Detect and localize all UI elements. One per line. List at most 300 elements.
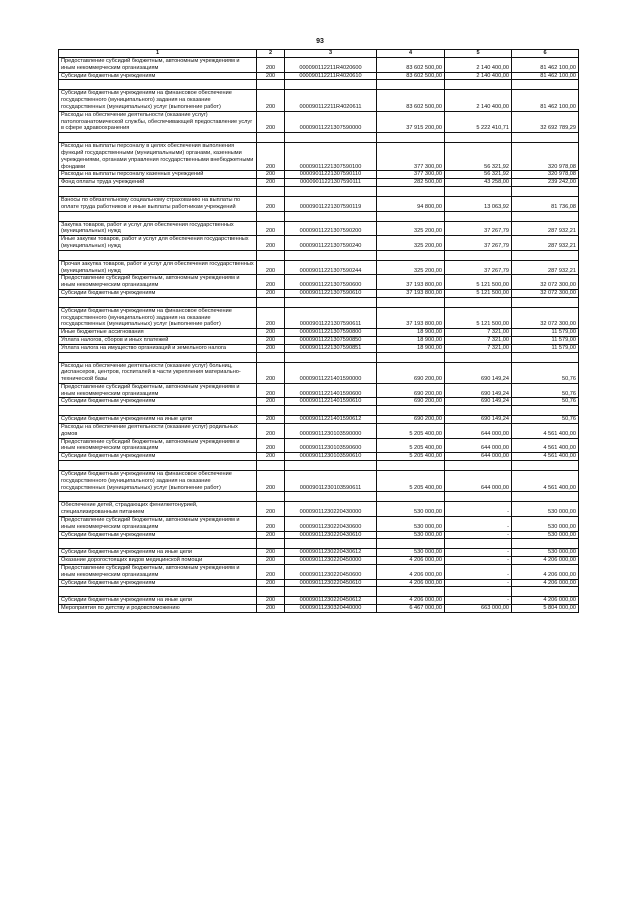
- spacer-cell: [445, 133, 512, 143]
- row-approved: 4 206 000,00: [377, 579, 445, 587]
- spacer-cell: [59, 186, 257, 196]
- spacer-cell: [377, 492, 445, 502]
- row-code: 200: [257, 502, 285, 517]
- row-name: Предоставление субсидий бюджетным, автономным учреждениям и иным некоммерческим организациям: [59, 275, 257, 290]
- row-code: 200: [257, 196, 285, 211]
- row-executed: 644 000,00: [445, 424, 512, 439]
- row-code: 200: [257, 416, 285, 424]
- row-approved: 5 205 400,00: [377, 438, 445, 453]
- row-approved: 37 915 200,00: [377, 111, 445, 132]
- row-approved: 530 000,00: [377, 517, 445, 532]
- row-approved: 377 300,00: [377, 143, 445, 171]
- row-csr: 00009011221307590800: [285, 329, 377, 337]
- table-row: [59, 565, 579, 580]
- row-name: Уплата налогов, сборов и иных платежей: [59, 336, 257, 344]
- row-approved: 5 205 400,00: [377, 424, 445, 439]
- row-approved: 690 200,00: [377, 362, 445, 383]
- row-approved: 690 200,00: [377, 383, 445, 398]
- spacer-cell: [377, 133, 445, 143]
- row-executed: 7 321,00: [445, 344, 512, 352]
- table-spacer-row: [59, 80, 579, 90]
- row-executed: 5 121 500,00: [445, 289, 512, 297]
- row-csr: 00009011230220430612: [285, 549, 377, 557]
- row-name: Субсидии бюджетным учреждениям: [59, 453, 257, 461]
- table-row: [59, 143, 579, 171]
- table-spacer-row: [59, 133, 579, 143]
- row-unexecuted: 32 692 789,29: [512, 111, 579, 132]
- row-code: 200: [257, 275, 285, 290]
- spacer-cell: [257, 587, 285, 597]
- budget-table-body: [59, 58, 579, 613]
- row-approved: 5 205 400,00: [377, 453, 445, 461]
- row-csr: 00009011221307590611: [285, 307, 377, 328]
- row-csr: 00009011230220430610: [285, 531, 377, 539]
- row-executed: 2 140 400,00: [445, 72, 512, 80]
- row-name: Субсидии бюджетным учреждениям на иные цели: [59, 597, 257, 605]
- row-unexecuted: 530 000,00: [512, 549, 579, 557]
- spacer-cell: [377, 461, 445, 471]
- row-csr: 00009011230103590000: [285, 424, 377, 439]
- row-code: 200: [257, 438, 285, 453]
- spacer-cell: [377, 587, 445, 597]
- table-spacer-row: [59, 250, 579, 260]
- row-unexecuted: 287 932,21: [512, 236, 579, 251]
- spacer-cell: [445, 211, 512, 221]
- spacer-cell: [257, 133, 285, 143]
- row-code: 200: [257, 236, 285, 251]
- row-code: 200: [257, 260, 285, 275]
- table-row: [59, 289, 579, 297]
- row-executed: -: [445, 597, 512, 605]
- table-row: [59, 531, 579, 539]
- row-executed: 56 321,92: [445, 143, 512, 171]
- row-code: 200: [257, 307, 285, 328]
- row-csr: 00009011230103590600: [285, 438, 377, 453]
- row-code: 200: [257, 579, 285, 587]
- row-approved: 94 800,00: [377, 196, 445, 211]
- row-executed: 644 000,00: [445, 438, 512, 453]
- row-approved: 690 200,00: [377, 398, 445, 406]
- table-spacer-row: [59, 587, 579, 597]
- row-csr: 00009011230320440000: [285, 605, 377, 613]
- row-unexecuted: 11 579,00: [512, 336, 579, 344]
- row-csr: 00009011221307590850: [285, 336, 377, 344]
- row-unexecuted: 4 206 000,00: [512, 597, 579, 605]
- spacer-cell: [512, 352, 579, 362]
- spacer-cell: [285, 80, 377, 90]
- spacer-cell: [257, 539, 285, 549]
- row-name: Иные бюджетные ассигнования: [59, 329, 257, 337]
- spacer-cell: [512, 186, 579, 196]
- table-row: [59, 557, 579, 565]
- table-row: [59, 579, 579, 587]
- row-code: 200: [257, 565, 285, 580]
- spacer-cell: [445, 250, 512, 260]
- spacer-cell: [377, 250, 445, 260]
- row-name: Субсидии бюджетным учреждениям на финансовое обеспечение государственного (муниципального) задания на оказание государственных (муниципальных) услуг (выполнение работ): [59, 471, 257, 492]
- row-unexecuted: 4 206 000,00: [512, 565, 579, 580]
- row-code: 200: [257, 453, 285, 461]
- row-name: Обеспечение детей, страдающих фенилкетонурией, специализированным питанием: [59, 502, 257, 517]
- row-executed: 690 149,24: [445, 383, 512, 398]
- spacer-cell: [257, 80, 285, 90]
- row-name: Фонд оплаты труда учреждений: [59, 179, 257, 187]
- table-row: [59, 383, 579, 398]
- row-name: Субсидии бюджетным учреждениям: [59, 531, 257, 539]
- row-csr: 00009011230220450000: [285, 557, 377, 565]
- table-row: [59, 72, 579, 80]
- row-executed: 37 267,79: [445, 260, 512, 275]
- row-unexecuted: 320 978,08: [512, 143, 579, 171]
- table-row: [59, 517, 579, 532]
- row-code: 200: [257, 517, 285, 532]
- row-name: Субсидии бюджетным учреждениям на иные цели: [59, 549, 257, 557]
- spacer-cell: [512, 492, 579, 502]
- spacer-cell: [445, 297, 512, 307]
- row-executed: -: [445, 549, 512, 557]
- row-name: Закупка товаров, работ и услуг для обеспечения государственных (муниципальных) нужд: [59, 221, 257, 236]
- row-executed: 5 121 500,00: [445, 275, 512, 290]
- row-unexecuted: 81 462 100,00: [512, 90, 579, 111]
- spacer-cell: [285, 297, 377, 307]
- table-row: [59, 196, 579, 211]
- row-name: Субсидии бюджетным учреждениям: [59, 289, 257, 297]
- row-unexecuted: 50,76: [512, 383, 579, 398]
- spacer-cell: [257, 297, 285, 307]
- row-name: Иные закупки товаров, работ и услуг для обеспечения государственных (муниципальных) нужд: [59, 236, 257, 251]
- header-col-3: 3: [285, 50, 377, 58]
- spacer-cell: [59, 461, 257, 471]
- header-col-4: 4: [377, 50, 445, 58]
- row-code: 200: [257, 398, 285, 406]
- row-csr: 00009011221307590610: [285, 289, 377, 297]
- row-unexecuted: 81 462 100,00: [512, 72, 579, 80]
- spacer-cell: [512, 406, 579, 416]
- table-row: [59, 416, 579, 424]
- row-approved: 282 500,00: [377, 179, 445, 187]
- row-name: Субсидии бюджетным учреждениям на финансовое обеспечение государственного (муниципального) задания на оказание государственных (муниципальных) услуг (выполнение работ): [59, 90, 257, 111]
- spacer-cell: [257, 250, 285, 260]
- row-code: 200: [257, 549, 285, 557]
- row-unexecuted: 50,76: [512, 362, 579, 383]
- spacer-cell: [59, 352, 257, 362]
- row-executed: 5 222 410,71: [445, 111, 512, 132]
- row-executed: 644 000,00: [445, 471, 512, 492]
- row-executed: 7 321,00: [445, 329, 512, 337]
- row-unexecuted: 320 978,08: [512, 171, 579, 179]
- spacer-cell: [59, 492, 257, 502]
- row-unexecuted: 32 072 300,00: [512, 289, 579, 297]
- row-unexecuted: 4 561 400,00: [512, 471, 579, 492]
- table-spacer-row: [59, 539, 579, 549]
- row-csr: 00009011221401590610: [285, 398, 377, 406]
- row-executed: 7 321,00: [445, 336, 512, 344]
- row-executed: 37 267,79: [445, 236, 512, 251]
- table-header-row: [59, 50, 579, 58]
- table-spacer-row: [59, 406, 579, 416]
- row-name: Расходы на обеспечение деятельности (оказание услуг) патологоанатомической службы, обеспечивающей предоставление услуг в сфере здравоохранения: [59, 111, 257, 132]
- spacer-cell: [377, 211, 445, 221]
- spacer-cell: [59, 250, 257, 260]
- header-col-2: 2: [257, 50, 285, 58]
- row-csr: 00009011221307590110: [285, 171, 377, 179]
- row-executed: -: [445, 579, 512, 587]
- row-code: 200: [257, 344, 285, 352]
- row-name: Предоставление субсидий бюджетным, автономным учреждениям и иным некоммерческим организациям: [59, 565, 257, 580]
- spacer-cell: [59, 211, 257, 221]
- row-code: 200: [257, 471, 285, 492]
- row-csr: 00009011230220430600: [285, 517, 377, 532]
- row-csr: 00009011221307590000: [285, 111, 377, 132]
- row-unexecuted: 11 579,00: [512, 344, 579, 352]
- spacer-cell: [257, 186, 285, 196]
- row-unexecuted: 287 932,21: [512, 260, 579, 275]
- spacer-cell: [285, 250, 377, 260]
- table-row: [59, 179, 579, 187]
- row-code: 200: [257, 171, 285, 179]
- row-approved: 83 602 500,00: [377, 72, 445, 80]
- spacer-cell: [377, 539, 445, 549]
- row-csr: 00009011230103590610: [285, 453, 377, 461]
- table-row: [59, 275, 579, 290]
- row-code: 200: [257, 179, 285, 187]
- row-code: 200: [257, 329, 285, 337]
- row-unexecuted: 530 000,00: [512, 531, 579, 539]
- row-approved: 5 205 400,00: [377, 471, 445, 492]
- row-approved: 4 206 000,00: [377, 597, 445, 605]
- row-approved: 37 193 800,00: [377, 289, 445, 297]
- row-executed: 43 258,00: [445, 179, 512, 187]
- row-code: 200: [257, 557, 285, 565]
- row-executed: 690 149,24: [445, 416, 512, 424]
- row-code: 200: [257, 531, 285, 539]
- row-approved: 530 000,00: [377, 502, 445, 517]
- row-name: Субсидии бюджетным учреждениям: [59, 398, 257, 406]
- row-unexecuted: 4 561 400,00: [512, 438, 579, 453]
- table-spacer-row: [59, 186, 579, 196]
- row-name: Расходы на обеспечение деятельности (оказание услуг) родильных домов: [59, 424, 257, 439]
- row-code: 200: [257, 597, 285, 605]
- row-executed: -: [445, 502, 512, 517]
- table-row: [59, 111, 579, 132]
- spacer-cell: [512, 80, 579, 90]
- table-spacer-row: [59, 492, 579, 502]
- row-approved: 325 200,00: [377, 236, 445, 251]
- table-row: [59, 344, 579, 352]
- row-unexecuted: 50,76: [512, 416, 579, 424]
- row-unexecuted: 4 206 000,00: [512, 579, 579, 587]
- row-approved: 4 206 000,00: [377, 565, 445, 580]
- spacer-cell: [285, 461, 377, 471]
- spacer-cell: [59, 587, 257, 597]
- row-approved: 83 602 500,00: [377, 58, 445, 73]
- table-row: [59, 453, 579, 461]
- row-approved: 6 467 000,00: [377, 605, 445, 613]
- row-csr: 00009011230220450600: [285, 565, 377, 580]
- spacer-cell: [59, 297, 257, 307]
- table-row: [59, 58, 579, 73]
- spacer-cell: [512, 250, 579, 260]
- row-unexecuted: 50,76: [512, 398, 579, 406]
- row-executed: 690 149,24: [445, 362, 512, 383]
- row-approved: 530 000,00: [377, 549, 445, 557]
- row-csr: 00009011230220450612: [285, 597, 377, 605]
- spacer-cell: [59, 539, 257, 549]
- row-approved: 325 200,00: [377, 260, 445, 275]
- spacer-cell: [59, 406, 257, 416]
- spacer-cell: [445, 352, 512, 362]
- row-csr: 00009011221307590244: [285, 260, 377, 275]
- table-row: [59, 90, 579, 111]
- row-name: Мероприятия по детству и родовспоможению: [59, 605, 257, 613]
- table-row: [59, 307, 579, 328]
- spacer-cell: [512, 211, 579, 221]
- row-code: 200: [257, 143, 285, 171]
- spacer-cell: [445, 539, 512, 549]
- row-csr: 00009011221307590200: [285, 221, 377, 236]
- row-csr: 000090112211R4020600: [285, 58, 377, 73]
- spacer-cell: [445, 587, 512, 597]
- row-approved: 37 193 800,00: [377, 275, 445, 290]
- header-col-1: 1: [59, 50, 257, 58]
- spacer-cell: [285, 539, 377, 549]
- spacer-cell: [377, 406, 445, 416]
- table-row: [59, 438, 579, 453]
- page-number: 93: [316, 38, 324, 45]
- row-csr: 00009011221307590851: [285, 344, 377, 352]
- row-executed: 663 000,00: [445, 605, 512, 613]
- spacer-cell: [59, 80, 257, 90]
- header-col-6: 6: [512, 50, 579, 58]
- row-unexecuted: 530 000,00: [512, 502, 579, 517]
- spacer-cell: [257, 352, 285, 362]
- spacer-cell: [285, 406, 377, 416]
- row-name: Предоставление субсидий бюджетным, автономным учреждениям и иным некоммерческим организациям: [59, 438, 257, 453]
- row-unexecuted: 530 000,00: [512, 517, 579, 532]
- table-row: [59, 605, 579, 613]
- table-row: [59, 329, 579, 337]
- row-name: Субсидии бюджетным учреждениям: [59, 72, 257, 80]
- row-name: Предоставление субсидий бюджетным, автономным учреждениям и иным некоммерческим организациям: [59, 58, 257, 73]
- row-approved: 83 602 500,00: [377, 90, 445, 111]
- row-unexecuted: 81 736,08: [512, 196, 579, 211]
- table-row: [59, 336, 579, 344]
- row-approved: 37 193 800,00: [377, 307, 445, 328]
- row-csr: 00009011221307590111: [285, 179, 377, 187]
- row-unexecuted: 287 932,21: [512, 221, 579, 236]
- row-csr: 00009011230220450610: [285, 579, 377, 587]
- table-row: [59, 221, 579, 236]
- row-executed: 13 063,92: [445, 196, 512, 211]
- row-unexecuted: 4 561 400,00: [512, 453, 579, 461]
- row-unexecuted: 32 072 300,00: [512, 307, 579, 328]
- spacer-cell: [512, 133, 579, 143]
- row-name: Предоставление субсидий бюджетным, автономным учреждениям и иным некоммерческим организациям: [59, 517, 257, 532]
- row-csr: 00009011221401590600: [285, 383, 377, 398]
- spacer-cell: [445, 80, 512, 90]
- row-name: Расходы на обеспечение деятельности (оказание услуг) больниц, диспансеров, центров, госпиталей в части укрепления материально-технической базы: [59, 362, 257, 383]
- row-executed: 644 000,00: [445, 453, 512, 461]
- row-executed: 37 267,79: [445, 221, 512, 236]
- row-code: 200: [257, 362, 285, 383]
- row-executed: -: [445, 531, 512, 539]
- row-code: 200: [257, 289, 285, 297]
- row-approved: 18 900,00: [377, 329, 445, 337]
- row-csr: 00009011221401590612: [285, 416, 377, 424]
- spacer-cell: [257, 406, 285, 416]
- spacer-cell: [377, 186, 445, 196]
- row-executed: 5 121 500,00: [445, 307, 512, 328]
- spacer-cell: [445, 461, 512, 471]
- row-unexecuted: 32 072 300,00: [512, 275, 579, 290]
- table-row: [59, 424, 579, 439]
- row-csr: 00009011221307590119: [285, 196, 377, 211]
- spacer-cell: [285, 492, 377, 502]
- row-unexecuted: 81 462 100,00: [512, 58, 579, 73]
- spacer-cell: [285, 211, 377, 221]
- row-csr: 00009011230103590611: [285, 471, 377, 492]
- row-code: 200: [257, 72, 285, 80]
- row-code: 200: [257, 336, 285, 344]
- row-csr: 00009011221307590100: [285, 143, 377, 171]
- spacer-cell: [512, 587, 579, 597]
- row-executed: 2 140 400,00: [445, 58, 512, 73]
- spacer-cell: [445, 406, 512, 416]
- row-name: Расходы на выплаты персоналу в целях обеспечения выполнения функций государственными (муниципальными) органами, казенными учреждениями, органами управления государственными внебюджетными фондами: [59, 143, 257, 171]
- spacer-cell: [285, 186, 377, 196]
- table-spacer-row: [59, 211, 579, 221]
- spacer-cell: [512, 461, 579, 471]
- row-executed: 56 321,92: [445, 171, 512, 179]
- row-code: 200: [257, 111, 285, 132]
- row-approved: 377 300,00: [377, 171, 445, 179]
- row-approved: 530 000,00: [377, 531, 445, 539]
- row-unexecuted: 239 242,00: [512, 179, 579, 187]
- table-row: [59, 260, 579, 275]
- row-code: 200: [257, 424, 285, 439]
- row-name: Субсидии бюджетным учреждениям на иные цели: [59, 416, 257, 424]
- row-approved: 690 200,00: [377, 416, 445, 424]
- spacer-cell: [377, 352, 445, 362]
- row-csr: 00009011221401590000: [285, 362, 377, 383]
- row-unexecuted: 4 561 400,00: [512, 424, 579, 439]
- table-row: [59, 549, 579, 557]
- spacer-cell: [59, 133, 257, 143]
- row-csr: 000090112211R4020610: [285, 72, 377, 80]
- row-name: Уплата налога на имущество организаций и земельного налога: [59, 344, 257, 352]
- row-code: 200: [257, 605, 285, 613]
- row-name: Субсидии бюджетным учреждениям: [59, 579, 257, 587]
- row-csr: 00009011230220430000: [285, 502, 377, 517]
- row-unexecuted: 5 804 000,00: [512, 605, 579, 613]
- spacer-cell: [377, 297, 445, 307]
- table-row: [59, 236, 579, 251]
- row-approved: 18 900,00: [377, 344, 445, 352]
- row-approved: 18 900,00: [377, 336, 445, 344]
- spacer-cell: [285, 133, 377, 143]
- row-executed: -: [445, 517, 512, 532]
- budget-table: [58, 49, 579, 613]
- row-csr: 00009011221307590600: [285, 275, 377, 290]
- table-row: [59, 398, 579, 406]
- row-executed: 2 140 400,00: [445, 90, 512, 111]
- table-spacer-row: [59, 461, 579, 471]
- spacer-cell: [257, 211, 285, 221]
- spacer-cell: [377, 80, 445, 90]
- table-row: [59, 502, 579, 517]
- row-csr: 00009011221307590240: [285, 236, 377, 251]
- row-executed: -: [445, 557, 512, 565]
